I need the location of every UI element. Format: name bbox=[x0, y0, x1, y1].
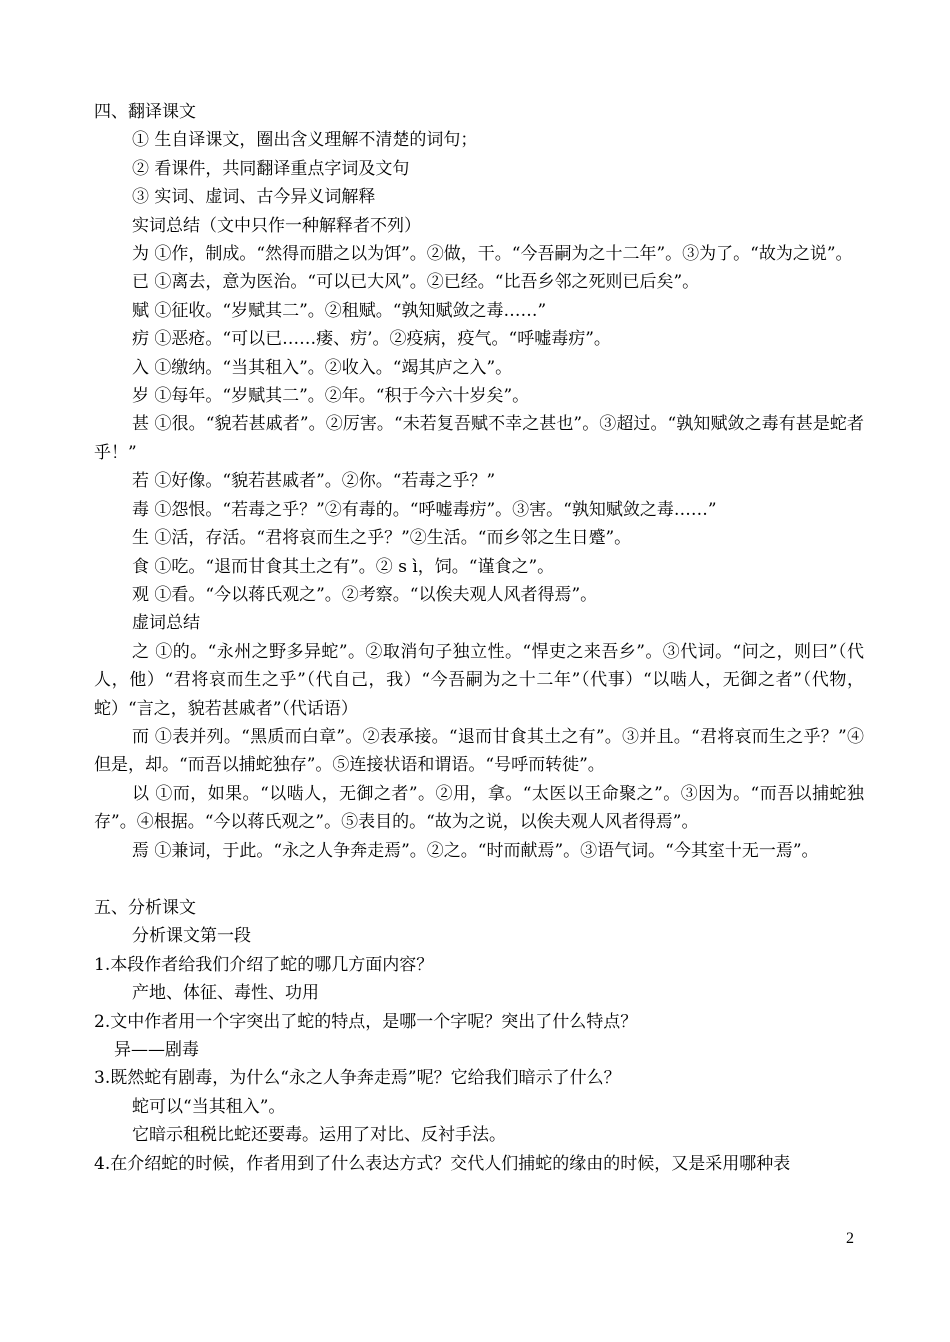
content-word-yi: 已 ①离去，意为医治。“可以已大风”。②已经。“比吾乡邻之死则已后矣”。 bbox=[132, 272, 700, 293]
content-word-sheng: 生 ①活，存活。“君将哀而生之乎？”②生活。“而乡邻之生日蹙”。 bbox=[132, 528, 632, 549]
step-1: ① 生自译课文，圈出含义理解不清楚的词句； bbox=[132, 130, 478, 151]
section-5-subheading: 分析课文第一段 bbox=[132, 926, 251, 947]
function-words-title: 虚词总结 bbox=[132, 613, 200, 634]
content-word-li: 疠 ①恶疮。“可以已……瘘、疠’。②疫病，疫气。“呼嘘毒疠”。 bbox=[132, 329, 611, 350]
question-2: 2.文中作者用一个字突出了蛇的特点，是哪一个字呢？突出了什么特点？ bbox=[94, 1011, 638, 1032]
document-page bbox=[94, 98, 864, 1178]
step-2: ② 看课件，共同翻译重点字词及文句 bbox=[132, 158, 410, 179]
section-spacer bbox=[94, 865, 864, 894]
section-5-heading: 五、分析课文 bbox=[94, 897, 196, 918]
question-1: 1.本段作者给我们介绍了蛇的哪几方面内容？ bbox=[94, 954, 434, 975]
step-3: ③ 实词、虚词、古今异义词解释 bbox=[132, 187, 376, 208]
content-word-ru: 入 ①缴纳。“当其租入”。②收入。“竭其庐之入”。 bbox=[132, 357, 513, 378]
content-word-du: 毒 ①怨恨。“若毒之乎？”②有毒的。“呼嘘毒疠”。③害。“孰知赋敛之毒……” bbox=[132, 499, 717, 520]
content-word-fu: 赋 ①征收。“岁赋其二”。②租赋。“孰知赋敛之毒……” bbox=[132, 300, 547, 321]
function-word-zhi: 之 ①的。“永州之野多异蛇”。②取消句子独立性。“悍吏之来吾乡”。③代词。“问之，则曰”（代人，他）“君将哀而生之乎”（代自己，我）“今吾嗣为之十二年”（代事）“以啮人，无御之者”（代物，蛇）“言之，貌若甚戚者”（代话语） bbox=[94, 641, 864, 719]
content-word-wei: 为 ①作，制成。“然得而腊之以为饵”。②做，干。“今吾嗣为之十二年”。③为了。“故为之说”。 bbox=[132, 244, 853, 265]
question-4: 4.在介绍蛇的时候，作者用到了什么表达方式？交代人们捕蛇的缘由的时候，又是采用哪种表 bbox=[94, 1153, 791, 1174]
section-4-heading: 四、翻译课文 bbox=[94, 102, 196, 122]
question-3: 3.既然蛇有剧毒，为什么“永之人争奔走焉”呢？它给我们暗示了什么？ bbox=[94, 1068, 621, 1089]
answer-2: 异——剧毒 bbox=[114, 1040, 199, 1060]
content-word-shen: 甚 ①很。“貌若甚戚者”。②厉害。“未若复吾赋不幸之甚也”。③超过。“孰知赋敛之毒有甚是蛇者乎！” bbox=[94, 414, 864, 463]
content-word-ruo: 若 ①好像。“貌若甚戚者”。②你。“若毒之乎？” bbox=[132, 471, 496, 492]
answer-1: 产地、体征、毒性、功用 bbox=[132, 983, 319, 1004]
answer-3-line-1: 蛇可以“当其租入”。 bbox=[132, 1096, 286, 1117]
function-word-er: 而 ①表并列。“黑质而白章”。②表承接。“退而甘食其土之有”。③并且。“君将哀而生之乎？”④但是，却。“而吾以捕蛇独存”。⑤连接状语和谓语。“号呼而转徙”。 bbox=[94, 726, 864, 776]
answer-3-line-2: 它暗示租税比蛇还要毒。运用了对比、反衬手法。 bbox=[132, 1125, 506, 1146]
content-word-guan: 观 ①看。“今以蒋氏观之”。②考察。“以俟夫观人风者得焉”。 bbox=[132, 584, 598, 605]
function-word-yan: 焉 ①兼词，于此。“永之人争奔走焉”。②之。“时而献焉”。③语气词。“今其室十无一焉”。 bbox=[132, 840, 819, 861]
content-word-sui: 岁 ①每年。“岁赋其二”。②年。“积于今六十岁矣”。 bbox=[132, 386, 530, 407]
content-words-title: 实词总结（文中只作一种解释者不列） bbox=[132, 215, 421, 236]
content-word-shi: 食 ①吃。“退而甘食其土之有”。② s ì，饲。“谨食之”。 bbox=[132, 556, 555, 577]
page-number: 2 bbox=[846, 1230, 854, 1247]
function-word-yi: 以 ①而，如果。“以啮人，无御之者”。②用，拿。“太医以王命聚之”。③因为。“而吾以捕蛇独存”。④根据。“今以蒋氏观之”。⑤表目的。“故为之说，以俟夫观人风者得焉”。 bbox=[94, 783, 864, 833]
